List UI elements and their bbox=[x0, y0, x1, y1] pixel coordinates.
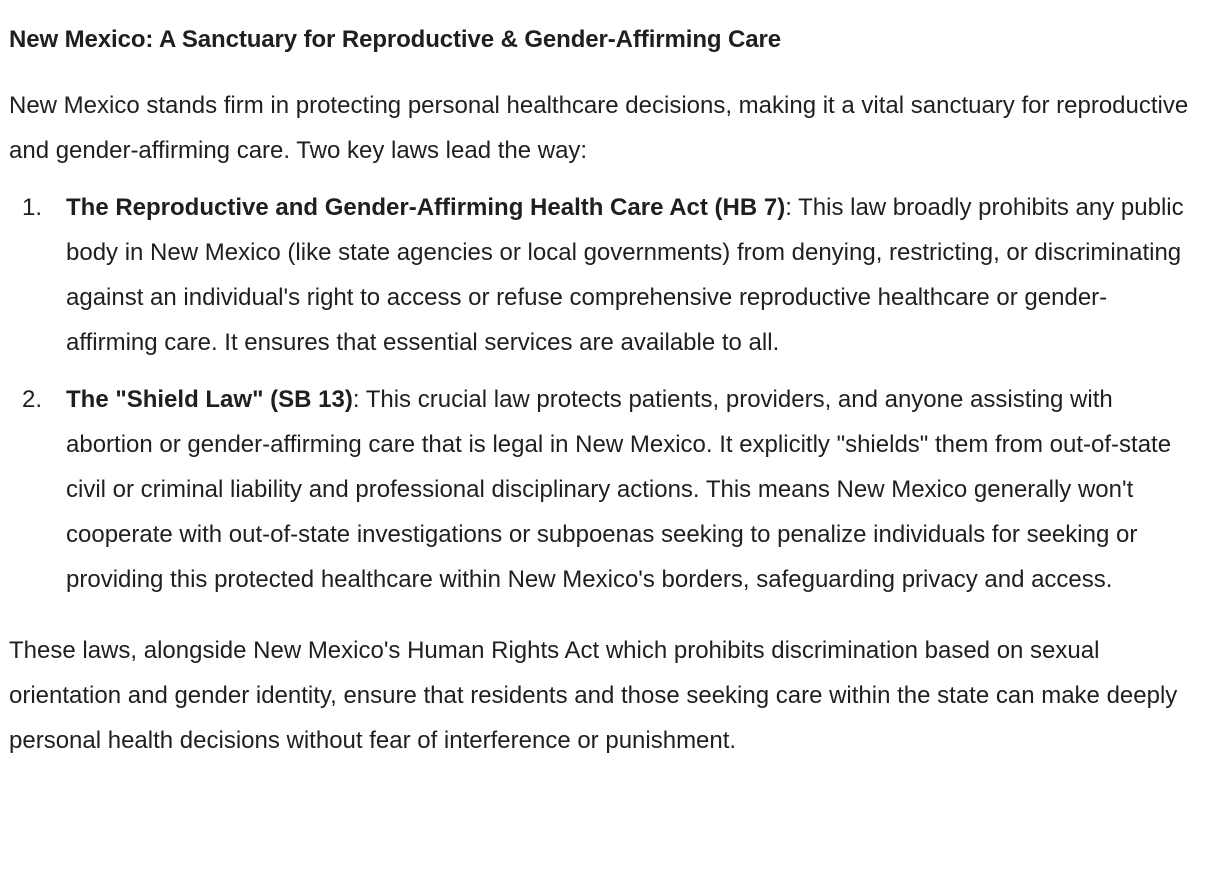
laws-list bbox=[9, 185, 1195, 602]
intro-paragraph: New Mexico stands firm in protecting personal healthcare decisions, making it a vital sanctuary for reproductive and gender-affirming care. Two key laws lead the way: bbox=[9, 92, 1189, 164]
law-description: : This law broadly prohibits any public body in New Mexico (like state agencies or local governments) from denying, restricting, or discriminating against an individual's right to access or refuse comprehensive reproductive healthcare or gender-affirming care. It ensures that essential services are available to all. bbox=[66, 194, 1184, 356]
list-item bbox=[9, 185, 1195, 365]
list-number: 1. bbox=[22, 194, 43, 221]
list-item bbox=[9, 377, 1195, 602]
list-number: 2. bbox=[22, 386, 43, 413]
conclusion-paragraph: These laws, alongside New Mexico's Human Rights Act which prohibits discrimination based on sexual orientation and gender identity, ensure that residents and those seeking care within the state can make deeply personal health decisions without fear of interference or punishment. bbox=[9, 637, 1178, 754]
article-title: New Mexico: A Sanctuary for Reproductive & Gender-Affirming Care bbox=[9, 26, 781, 53]
law-name: The Reproductive and Gender-Affirming Health Care Act (HB 7) bbox=[66, 194, 786, 221]
law-description: : This crucial law protects patients, providers, and anyone assisting with abortion or gender-affirming care that is legal in New Mexico. It explicitly "shields" them from out-of-state civil or criminal liability and professional disciplinary actions. This means New Mexico generally won't cooperate with out-of-state investigations or subpoenas seeking to penalize individuals for seeking or providing this protected healthcare within New Mexico's borders, safeguarding privacy and access. bbox=[66, 386, 1172, 593]
law-name: The "Shield Law" (SB 13) bbox=[66, 386, 353, 413]
